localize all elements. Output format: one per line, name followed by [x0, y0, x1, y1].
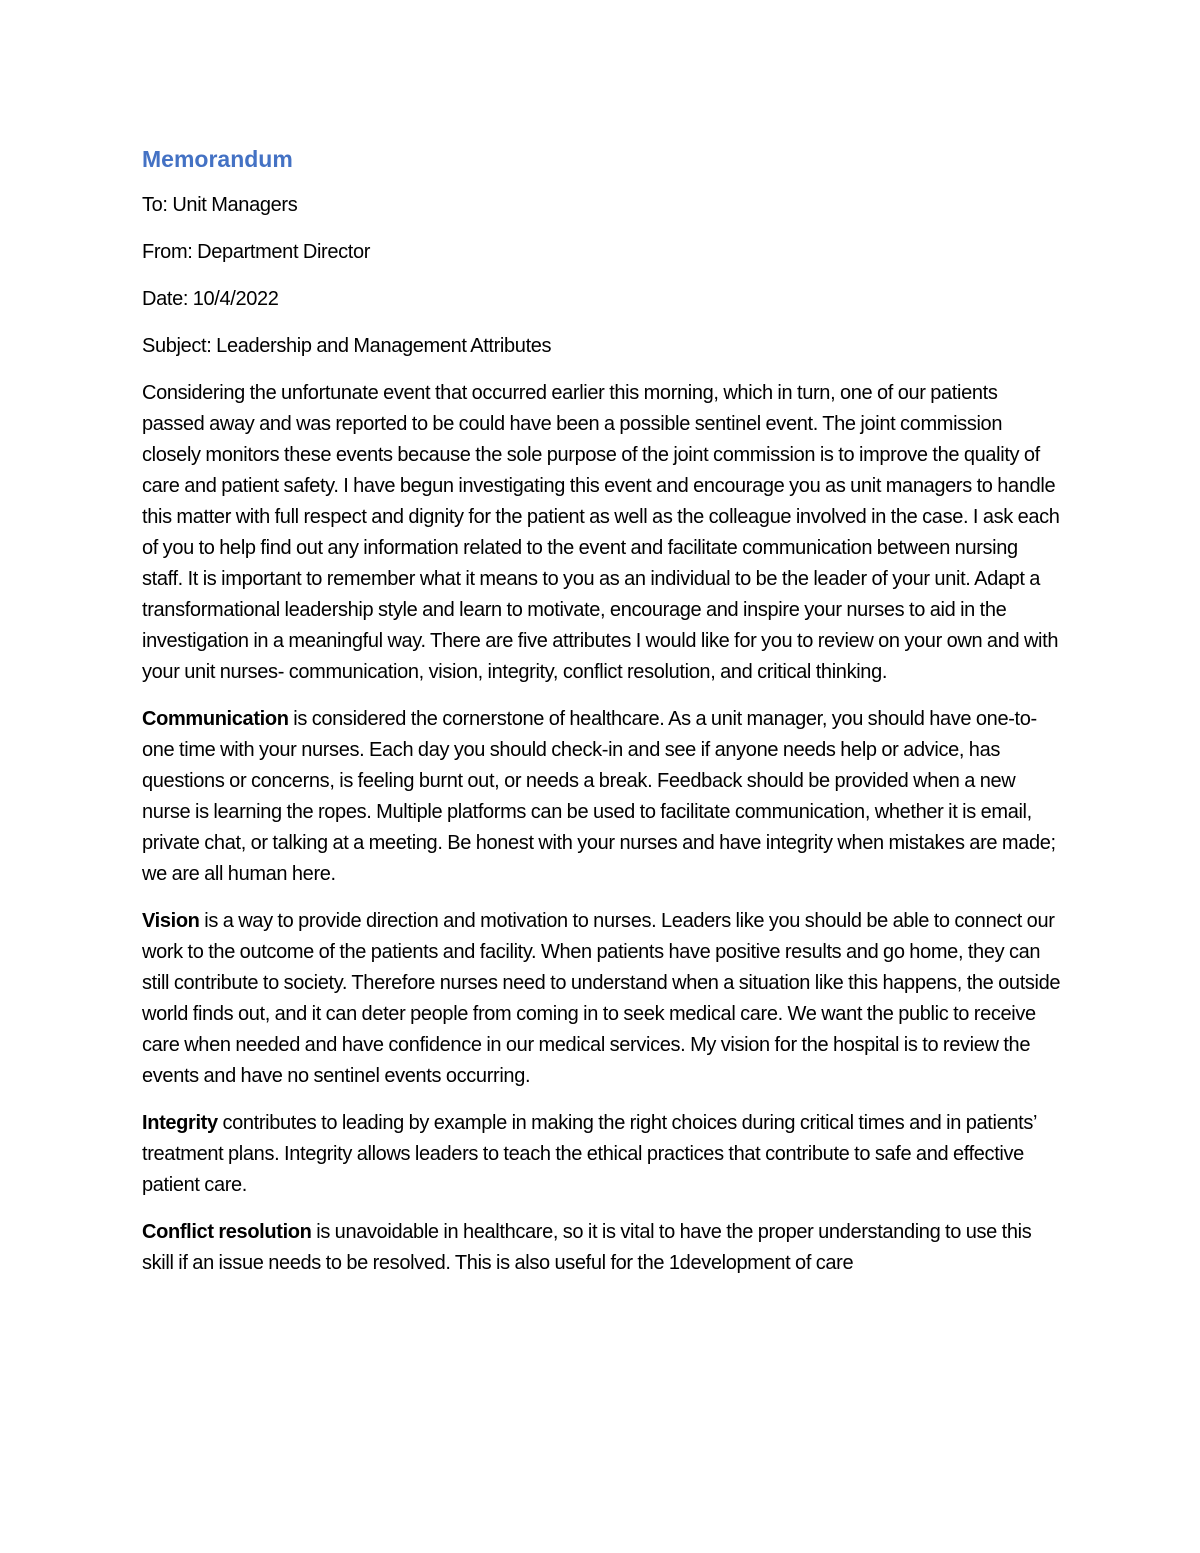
communication-text: is considered the cornerstone of healthcare. As a unit manager, you should have one-to-one time with your nurses. Each day you should check-in and see if anyone needs help or advice, has questions or concerns, is feeling burnt out, or needs a break. Feedback should be provided when a new nurse is learning the ropes. Multiple platforms can be used to facilitate communication, whether it is email, private chat, or talking at a meeting. Be honest with your nurses and have integrity when mistakes are made; we are all human here. — [142, 708, 1056, 885]
memo-page — [142, 140, 1062, 1295]
communication-term: Communication — [142, 708, 289, 730]
integrity-paragraph — [142, 1108, 1062, 1201]
intro-paragraph: Considering the unfortunate event that occurred earlier this morning, which in turn, one of our patients passed away and was reported to be could have been a possible sentinel event. The joint commission closely monitors these events because the sole purpose of the joint commission is to improve the quality of care and patient safety. I have begun investigating this event and encourage you as unit managers to handle this matter with full respect and dignity for the patient as well as the colleague involved in the case. I ask each of you to help find out any information related to the event and facilitate communication between nursing staff. It is important to remember what it means to you as an individual to be the leader of your unit. Adapt a transformational leadership style and learn to motivate, encourage and inspire your nurses to aid in the investigation in a meaningful way. There are five attributes I would like for you to review on your own and with your unit nurses- communication, vision, integrity, conflict resolution, and critical thinking. — [142, 382, 1060, 683]
memo-to: To: Unit Managers — [142, 194, 298, 216]
vision-text: is a way to provide direction and motivation to nurses. Leaders like you should be able to connect our work to the outcome of the patients and facility. When patients have positive results and go home, they can still contribute to society. Therefore nurses need to understand when a situation like this happens, the outside world finds out, and it can deter people from coming in to seek medical care. We want the public to receive care when needed and have confidence in our medical services. My vision for the hospital is to review the events and have no sentinel events occurring. — [142, 910, 1061, 1087]
conflict-resolution-term: Conflict resolution — [142, 1221, 312, 1243]
memo-from: From: Department Director — [142, 241, 371, 263]
integrity-term: Integrity — [142, 1112, 218, 1134]
integrity-text: contributes to leading by example in making the right choices during critical times and in patients’ treatment plans. Integrity allows leaders to teach the ethical practices that contribute to safe and effective patient care. — [142, 1112, 1037, 1196]
memo-title: Memorandum — [142, 146, 293, 172]
memo-date: Date: 10/4/2022 — [142, 288, 279, 310]
conflict-resolution-paragraph — [142, 1217, 1062, 1279]
memo-subject: Subject: Leadership and Management Attributes — [142, 335, 552, 357]
vision-paragraph — [142, 906, 1062, 1092]
conflict-resolution-text: is unavoidable in healthcare, so it is vital to have the proper understanding to use this skill if an issue needs to be resolved. This is also useful for the 1development of care — [142, 1221, 1032, 1274]
communication-paragraph — [142, 704, 1062, 890]
vision-term: Vision — [142, 910, 200, 932]
